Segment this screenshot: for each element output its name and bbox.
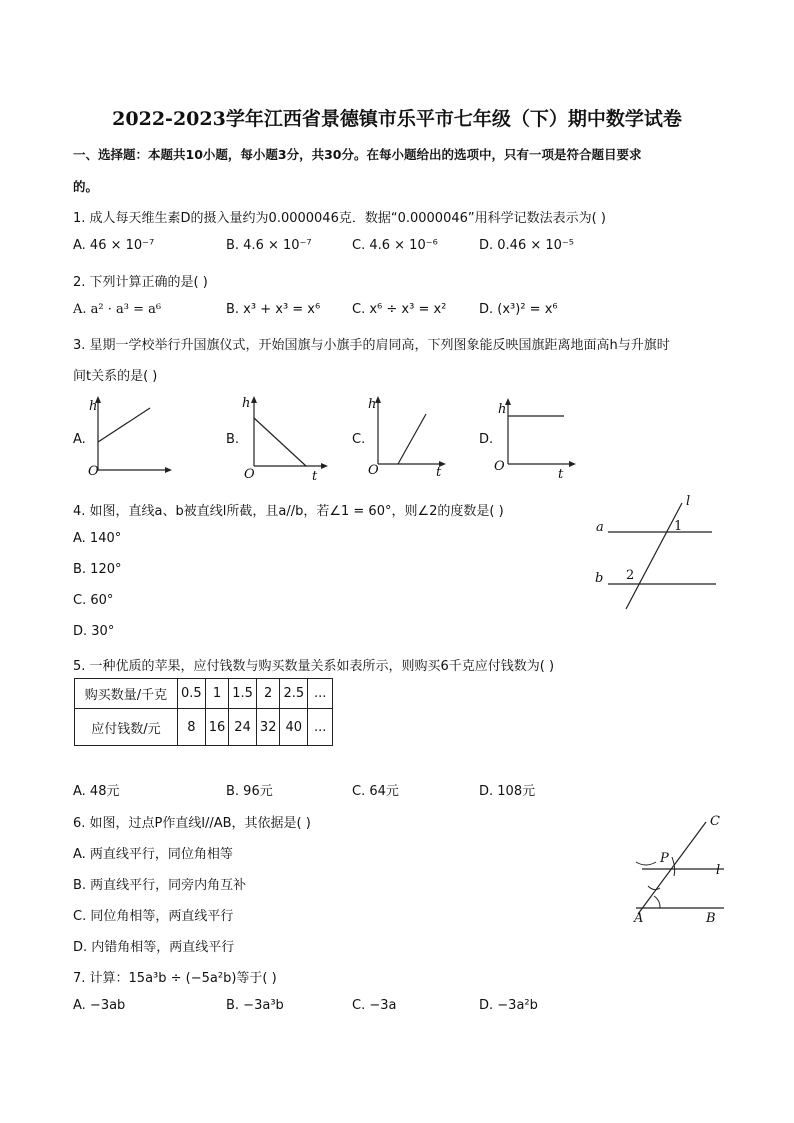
page-title: 2022-2023学年江西省景德镇市乐平市七年级（下）期中数学试卷 <box>112 108 682 130</box>
q3-option-c: C. <box>352 432 366 447</box>
q4-option-b: B. 120° <box>73 562 122 577</box>
q4-figure <box>590 495 730 615</box>
table-cell: 16 <box>205 709 229 746</box>
origin-label: O <box>244 467 255 482</box>
origin-label: O <box>88 464 99 479</box>
table-cell: 0.5 <box>178 679 206 709</box>
q2-stem: 2. 下列计算正确的是( ) <box>73 275 208 290</box>
table-cell: 2.5 <box>280 679 308 709</box>
q3-graph-d <box>494 394 584 482</box>
q2-option-a: A. a² · a³ = a⁶ <box>73 302 162 317</box>
angle-1-label: 1 <box>674 519 683 534</box>
origin-label: O <box>368 463 379 478</box>
point-p-label: P <box>660 851 669 866</box>
table-cell: 应付钱数/元 <box>75 709 178 746</box>
table-cell: 购买数量/千克 <box>75 679 178 709</box>
section-heading: 一、选择题：本题共10小题，每小题3分，共30分。在每小题给出的选项中，只有一项是符合题目要求 <box>73 147 642 162</box>
q6-option-d: D. 内错角相等，两直线平行 <box>73 940 235 955</box>
table-row <box>75 679 333 709</box>
q7-stem: 7. 计算：15a³b ÷ (−5a²b)等于( ) <box>73 971 277 986</box>
q5-option-a: A. 48元 <box>73 784 120 799</box>
q5-option-b: B. 96元 <box>226 784 273 799</box>
q6-figure <box>624 810 734 930</box>
q7-option-a: A. −3ab <box>73 998 126 1013</box>
table-cell: ... <box>308 709 333 746</box>
q3-graph-c <box>364 394 454 480</box>
q3-option-d: D. <box>479 432 494 447</box>
angle-2-label: 2 <box>626 568 635 583</box>
q4-option-c: C. 60° <box>73 593 114 608</box>
q5-stem: 5. 一种优质的苹果，应付钱数与购买数量关系如表所示，则购买6千克应付钱数为( ) <box>73 659 555 674</box>
q4-option-a: A. 140° <box>73 531 122 546</box>
line-b-label: b <box>595 571 604 586</box>
q4-stem: 4. 如图，直线a、b被直线l所截，且a//b，若∠1 = 60°，则∠2的度数是( ) <box>73 504 504 519</box>
t-label: t <box>558 467 564 482</box>
t-label: t <box>436 465 442 480</box>
q1-option-b: B. 4.6 × 10⁻⁷ <box>226 238 312 253</box>
point-b-label: B <box>706 911 716 926</box>
t-label: t <box>312 469 318 484</box>
q4-option-d: D. 30° <box>73 624 115 639</box>
section-heading-cont: 的。 <box>73 179 99 194</box>
origin-label: O <box>494 459 505 474</box>
q1-option-a: A. 46 × 10⁻⁷ <box>73 238 155 253</box>
table-cell: 32 <box>256 709 280 746</box>
line-a-label: a <box>596 520 604 535</box>
q6-option-c: C. 同位角相等，两直线平行 <box>73 909 234 924</box>
q7-option-c: C. −3a <box>352 998 397 1013</box>
q6-stem: 6. 如图，过点P作直线l//AB，其依据是( ) <box>73 816 311 831</box>
q6-option-a: A. 两直线平行，同位角相等 <box>73 847 233 862</box>
q6-option-b: B. 两直线平行，同旁内角互补 <box>73 878 247 893</box>
q7-option-d: D. −3a²b <box>479 998 538 1013</box>
price-table <box>74 678 333 746</box>
line-l-label: l <box>716 863 721 878</box>
q2-option-d: D. (x³)² = x⁶ <box>479 302 558 317</box>
point-a-label: A <box>634 911 644 926</box>
h-label: h <box>498 402 507 417</box>
q3-option-b: B. <box>226 432 240 447</box>
table-cell: 8 <box>178 709 206 746</box>
q3-option-a: A. <box>73 432 86 447</box>
table-cell: 1 <box>205 679 229 709</box>
q5-option-d: D. 108元 <box>479 784 536 799</box>
h-label: h <box>89 399 98 414</box>
q7-option-b: B. −3a³b <box>226 998 284 1013</box>
h-label: h <box>368 397 377 412</box>
q3-stem-line1: 3. 星期一学校举行升国旗仪式，开始国旗与小旗手的肩同高，下列图象能反映国旗距离地面高h与升旗时 <box>73 338 670 353</box>
q1-option-d: D. 0.46 × 10⁻⁵ <box>479 238 574 253</box>
q5-option-c: C. 64元 <box>352 784 399 799</box>
q3-stem-line2: 间t关系的是( ) <box>73 369 158 384</box>
h-label: h <box>242 396 251 411</box>
table-cell: 40 <box>280 709 308 746</box>
table-cell: 24 <box>229 709 257 746</box>
q1-option-c: C. 4.6 × 10⁻⁶ <box>352 238 438 253</box>
q3-graph-a <box>86 394 176 479</box>
q1-stem: 1. 成人每天维生素D的摄入量约为0.0000046克．数据“0.0000046”用科学记数法表示为( ) <box>73 211 606 226</box>
point-c-label: C <box>710 814 720 829</box>
q3-graph-b <box>240 394 330 484</box>
q2-option-c: C. x⁶ ÷ x³ = x² <box>352 302 447 317</box>
line-l-label: l <box>686 494 691 509</box>
q2-option-b: B. x³ + x³ = x⁶ <box>226 302 321 317</box>
table-cell: ... <box>308 679 333 709</box>
table-row <box>75 709 333 746</box>
table-cell: 2 <box>256 679 280 709</box>
table-cell: 1.5 <box>229 679 257 709</box>
